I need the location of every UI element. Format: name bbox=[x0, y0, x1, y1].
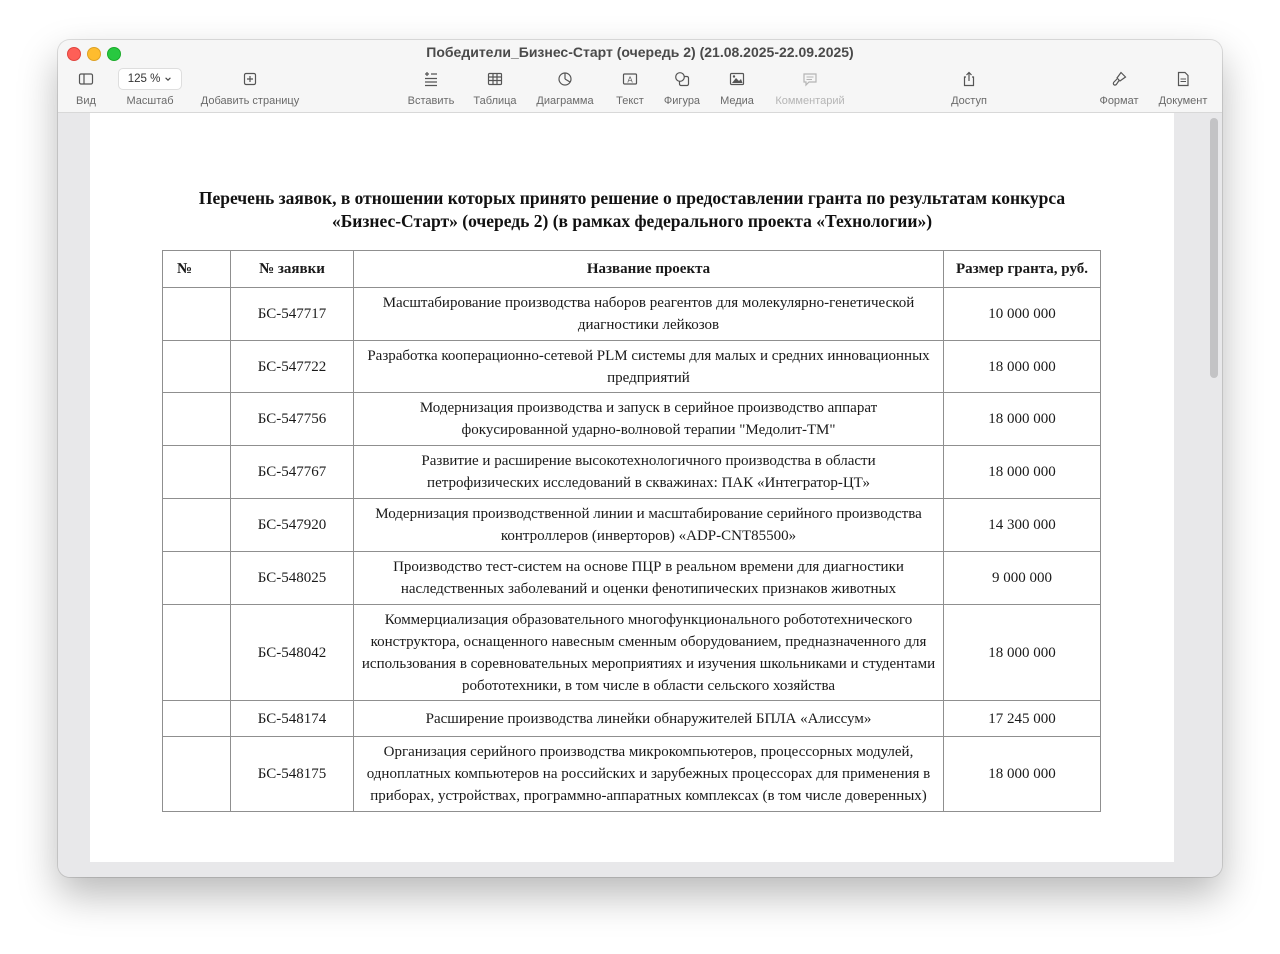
view-label: Вид bbox=[76, 95, 96, 107]
window-title: Победители_Бизнес-Старт (очередь 2) (21.08.2025-22.09.2025) bbox=[426, 44, 854, 60]
grant-amount: 18 000 000 bbox=[944, 446, 1101, 499]
format-button[interactable] bbox=[1092, 68, 1146, 107]
sidebar-icon bbox=[78, 71, 94, 87]
table-row bbox=[163, 393, 1101, 446]
insert-icon bbox=[423, 71, 439, 87]
zoom-label: Масштаб bbox=[126, 95, 174, 107]
grant-amount: 18 000 000 bbox=[944, 737, 1101, 812]
chart-icon bbox=[557, 71, 573, 87]
comment-icon bbox=[802, 71, 818, 87]
shape-button[interactable] bbox=[658, 68, 706, 107]
table-header-row bbox=[163, 251, 1101, 288]
document-title-line1: Перечень заявок, в отношении которых принято решение о предоставлении гранта по результатам конкурса bbox=[198, 188, 1066, 208]
svg-text:A: A bbox=[627, 75, 633, 85]
application-number: БС-548175 bbox=[231, 737, 354, 812]
chart-label: Диаграмма bbox=[536, 95, 594, 107]
add-page-label: Добавить страницу bbox=[200, 95, 300, 107]
project-name: Расширение производства линейки обнаружителей БПЛА «Алиссум» bbox=[354, 701, 944, 737]
shape-label: Фигура bbox=[663, 95, 701, 107]
insert-button[interactable] bbox=[404, 68, 458, 107]
application-number: БС-547767 bbox=[231, 446, 354, 499]
project-name: Производство тест-систем на основе ПЦР в реальном времени для диагностики наследственных заболеваний и оценки фенотипических признаков животных bbox=[354, 552, 944, 605]
comment-button[interactable] bbox=[768, 68, 852, 107]
text-label: Текст bbox=[616, 95, 644, 107]
grant-amount: 18 000 000 bbox=[944, 393, 1101, 446]
project-name: Масштабирование производства наборов реагентов для молекулярно-генетической диагностики лейкозов bbox=[354, 288, 944, 341]
row-number bbox=[163, 288, 231, 341]
toolbar bbox=[58, 40, 1222, 113]
project-name: Развитие и расширение высокотехнологичного производства в области петрофизических исследований в скважинах: ПАК «Интегратор-ЦТ» bbox=[354, 446, 944, 499]
application-number: БС-547722 bbox=[231, 341, 354, 393]
row-number bbox=[163, 393, 231, 446]
document-canvas[interactable] bbox=[58, 113, 1222, 877]
project-name: Разработка кооперационно-сетевой PLM системы для малых и средних инновационных предприятий bbox=[354, 341, 944, 393]
shape-icon bbox=[674, 71, 690, 87]
grant-amount: 18 000 000 bbox=[944, 341, 1101, 393]
row-number bbox=[163, 605, 231, 701]
share-button[interactable] bbox=[944, 68, 994, 107]
add-page-icon bbox=[242, 71, 258, 87]
header-application: № заявки bbox=[231, 251, 354, 288]
document-page[interactable] bbox=[90, 113, 1174, 862]
application-number: БС-547920 bbox=[231, 499, 354, 552]
chevron-down-icon bbox=[164, 75, 172, 83]
table-row bbox=[163, 341, 1101, 393]
comment-label: Комментарий bbox=[775, 95, 845, 107]
grant-amount: 17 245 000 bbox=[944, 701, 1101, 737]
table-label: Таблица bbox=[473, 95, 517, 107]
application-number: БС-548042 bbox=[231, 605, 354, 701]
format-label: Формат bbox=[1099, 95, 1139, 107]
project-name: Коммерциализация образовательного многофункционального робототехнического конструктора, оснащенного навесным сменным оборудованием, предназначенного для использования в соревновательных мероприятиях и изучения школьниками и студентами робототехники, в том числе в области сельского хозяйства bbox=[354, 605, 944, 701]
table-row bbox=[163, 288, 1101, 341]
table-row bbox=[163, 701, 1101, 737]
document-button[interactable] bbox=[1152, 68, 1214, 107]
project-name: Модернизация производственной линии и масштабирование серийного производства контроллеров (инверторов) «ADP-CNT85500» bbox=[354, 499, 944, 552]
project-name: Организация серийного производства микрокомпьютеров, процессорных модулей, одноплатных компьютеров на российских и зарубежных процессорах для применения в приборах, устройствах, программно-аппаратных комплексах (в том числе доверенных) bbox=[354, 737, 944, 812]
table-row bbox=[163, 605, 1101, 701]
grant-amount: 14 300 000 bbox=[944, 499, 1101, 552]
add-page-button[interactable] bbox=[194, 68, 306, 107]
media-button[interactable] bbox=[714, 68, 760, 107]
application-number: БС-548174 bbox=[231, 701, 354, 737]
table-row bbox=[163, 446, 1101, 499]
table-icon bbox=[487, 71, 503, 87]
header-grant-amount: Размер гранта, руб. bbox=[944, 251, 1101, 288]
application-number: БС-547756 bbox=[231, 393, 354, 446]
table-row bbox=[163, 552, 1101, 605]
document-title-line2: «Бизнес-Старт» (очередь 2) (в рамках федерального проекта «Технологии») bbox=[331, 211, 933, 231]
header-number: № bbox=[163, 251, 231, 288]
share-icon bbox=[961, 71, 977, 87]
row-number bbox=[163, 737, 231, 812]
media-icon bbox=[729, 71, 745, 87]
row-number bbox=[163, 701, 231, 737]
document-title bbox=[150, 187, 1114, 233]
zoom-control[interactable] bbox=[118, 68, 182, 107]
grant-table bbox=[162, 250, 1101, 812]
row-number bbox=[163, 341, 231, 393]
header-project-name: Название проекта bbox=[354, 251, 944, 288]
application-number: БС-547717 bbox=[231, 288, 354, 341]
document-icon bbox=[1175, 71, 1191, 87]
text-box-icon bbox=[622, 71, 638, 87]
row-number bbox=[163, 499, 231, 552]
row-number bbox=[163, 446, 231, 499]
zoom-select[interactable] bbox=[118, 68, 182, 90]
vertical-scrollbar[interactable] bbox=[1210, 118, 1218, 378]
app-window bbox=[58, 40, 1222, 877]
share-label: Доступ bbox=[951, 95, 987, 107]
text-button[interactable] bbox=[610, 68, 650, 107]
chart-button[interactable] bbox=[532, 68, 598, 107]
table-row bbox=[163, 737, 1101, 812]
paintbrush-icon bbox=[1111, 71, 1127, 87]
table-button[interactable] bbox=[468, 68, 522, 107]
view-button[interactable] bbox=[70, 68, 102, 107]
document-label: Документ bbox=[1158, 95, 1208, 107]
zoom-value: 125 % bbox=[127, 73, 161, 85]
grant-amount: 18 000 000 bbox=[944, 605, 1101, 701]
insert-label: Вставить bbox=[407, 95, 455, 107]
grant-amount: 10 000 000 bbox=[944, 288, 1101, 341]
media-label: Медиа bbox=[720, 95, 754, 107]
grant-amount: 9 000 000 bbox=[944, 552, 1101, 605]
row-number bbox=[163, 552, 231, 605]
application-number: БС-548025 bbox=[231, 552, 354, 605]
project-name: Модернизация производства и запуск в серийное производство аппарат фокусированной ударно-волновой терапии "Медолит-ТМ" bbox=[354, 393, 944, 446]
table-row bbox=[163, 499, 1101, 552]
